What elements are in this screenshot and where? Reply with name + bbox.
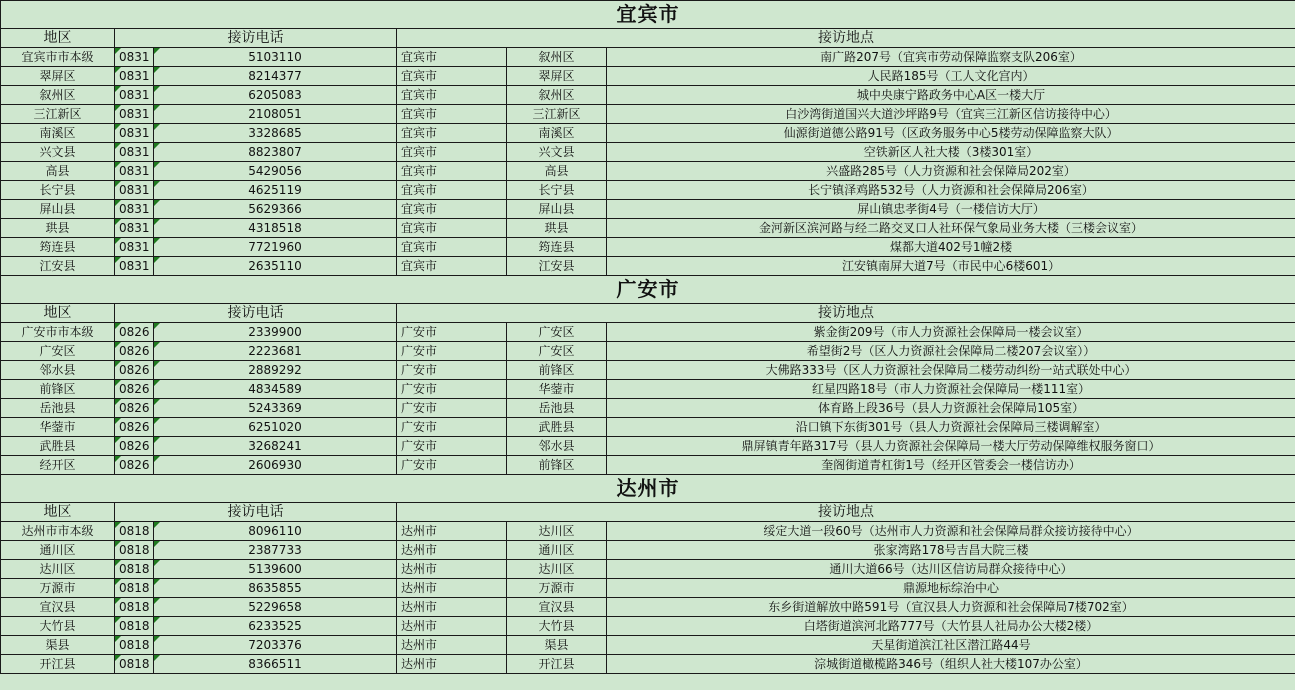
region-cell[interactable]: 大竹县 — [1, 617, 115, 636]
region-cell[interactable]: 筠连县 — [1, 238, 115, 257]
phone-cell[interactable]: 8366511 — [154, 655, 397, 674]
area-code-cell[interactable]: 0818 — [115, 522, 154, 541]
table-row — [1, 636, 1295, 655]
area-code-cell[interactable]: 0831 — [115, 200, 154, 219]
district-cell[interactable]: 武胜县 — [507, 418, 607, 437]
region-cell[interactable]: 珙县 — [1, 219, 115, 238]
region-cell[interactable]: 岳池县 — [1, 399, 115, 418]
district-cell[interactable]: 屏山县 — [507, 200, 607, 219]
address-cell[interactable]: 奎阁街道青杠街1号（经开区管委会一楼信访办） — [607, 456, 1295, 475]
address-cell[interactable]: 通川大道66号（达川区信访局群众接待中心） — [607, 560, 1295, 579]
city-cell[interactable]: 广安市 — [397, 437, 507, 456]
address-cell[interactable]: 体育路上段36号（县人力资源社会保障局105室） — [607, 399, 1295, 418]
table-row — [1, 399, 1295, 418]
area-code-cell[interactable]: 0826 — [115, 323, 154, 342]
district-cell[interactable]: 大竹县 — [507, 617, 607, 636]
area-code-cell[interactable]: 0831 — [115, 86, 154, 105]
district-cell[interactable]: 华蓥市 — [507, 380, 607, 399]
header-region[interactable]: 地区 — [1, 503, 115, 522]
phone-cell[interactable]: 4318518 — [154, 219, 397, 238]
address-cell[interactable]: 鼎屏镇青年路317号（县人力资源社会保障局一楼大厅劳动保障维权服务窗口） — [607, 437, 1295, 456]
table-row — [1, 181, 1295, 200]
phone-cell[interactable]: 5229658 — [154, 598, 397, 617]
district-cell[interactable]: 江安县 — [507, 257, 607, 276]
region-cell[interactable]: 邻水县 — [1, 361, 115, 380]
area-code-cell[interactable]: 0818 — [115, 636, 154, 655]
city-cell[interactable]: 广安市 — [397, 418, 507, 437]
address-cell[interactable]: 仙源街道德公路91号（区政务服务中心5楼劳动保障监察大队） — [607, 124, 1295, 143]
address-cell[interactable]: 白塔街道滨河北路777号（大竹县人社局办公大楼2楼） — [607, 617, 1295, 636]
region-cell[interactable]: 宜宾市市本级 — [1, 48, 115, 67]
address-cell[interactable]: 天星街道滨江社区潜江路44号 — [607, 636, 1295, 655]
region-cell[interactable]: 高县 — [1, 162, 115, 181]
city-cell[interactable]: 宜宾市 — [397, 143, 507, 162]
district-cell[interactable]: 前锋区 — [507, 456, 607, 475]
city-cell[interactable]: 达州市 — [397, 579, 507, 598]
district-cell[interactable]: 珙县 — [507, 219, 607, 238]
phone-cell[interactable]: 2889292 — [154, 361, 397, 380]
phone-cell[interactable]: 2606930 — [154, 456, 397, 475]
phone-cell[interactable]: 2223681 — [154, 342, 397, 361]
area-code-cell[interactable]: 0831 — [115, 143, 154, 162]
city-title-row — [1, 276, 1295, 304]
phone-cell[interactable]: 8214377 — [154, 67, 397, 86]
area-code-cell[interactable]: 0826 — [115, 342, 154, 361]
table-row — [1, 323, 1295, 342]
area-code-cell[interactable]: 0818 — [115, 560, 154, 579]
district-cell[interactable]: 渠县 — [507, 636, 607, 655]
address-cell[interactable]: 南广路207号（宜宾市劳动保障监察支队206室） — [607, 48, 1295, 67]
district-cell[interactable]: 邻水县 — [507, 437, 607, 456]
address-cell[interactable]: 煤都大道402号1幢2楼 — [607, 238, 1295, 257]
city-cell[interactable]: 达州市 — [397, 617, 507, 636]
address-cell[interactable]: 兴盛路285号（人力资源和社会保障局202室） — [607, 162, 1295, 181]
area-code-cell[interactable]: 0831 — [115, 181, 154, 200]
table-row — [1, 48, 1295, 67]
address-cell[interactable]: 鼎源地标综治中心 — [607, 579, 1295, 598]
region-cell[interactable]: 南溪区 — [1, 124, 115, 143]
area-code-cell[interactable]: 0826 — [115, 380, 154, 399]
address-cell[interactable]: 长宁镇泽鸡路532号（人力资源和社会保障局206室） — [607, 181, 1295, 200]
region-cell[interactable]: 宣汉县 — [1, 598, 115, 617]
phone-cell[interactable]: 2635110 — [154, 257, 397, 276]
region-cell[interactable]: 屏山县 — [1, 200, 115, 219]
city-title[interactable]: 广安市 — [1, 276, 1295, 304]
district-cell[interactable]: 宣汉县 — [507, 598, 607, 617]
district-cell[interactable]: 高县 — [507, 162, 607, 181]
district-cell[interactable]: 叙州区 — [507, 86, 607, 105]
region-cell[interactable]: 通川区 — [1, 541, 115, 560]
city-cell[interactable]: 达州市 — [397, 636, 507, 655]
city-cell[interactable]: 广安市 — [397, 361, 507, 380]
city-cell[interactable]: 宜宾市 — [397, 105, 507, 124]
address-cell[interactable]: 屏山镇忠孝街4号（一楼信访大厅） — [607, 200, 1295, 219]
area-code-cell[interactable]: 0831 — [115, 124, 154, 143]
area-code-cell[interactable]: 0831 — [115, 257, 154, 276]
city-cell[interactable]: 达州市 — [397, 541, 507, 560]
district-cell[interactable]: 筠连县 — [507, 238, 607, 257]
city-cell[interactable]: 宜宾市 — [397, 257, 507, 276]
area-code-cell[interactable]: 0831 — [115, 67, 154, 86]
phone-cell[interactable]: 8635855 — [154, 579, 397, 598]
district-cell[interactable]: 南溪区 — [507, 124, 607, 143]
phone-cell[interactable]: 7721960 — [154, 238, 397, 257]
district-cell[interactable]: 达川区 — [507, 522, 607, 541]
region-cell[interactable]: 广安市市本级 — [1, 323, 115, 342]
area-code-cell[interactable]: 0818 — [115, 579, 154, 598]
address-cell[interactable]: 东乡街道解放中路591号（宣汉县人力资源和社会保障局7楼702室） — [607, 598, 1295, 617]
phone-cell[interactable]: 7203376 — [154, 636, 397, 655]
phone-cell[interactable]: 8823807 — [154, 143, 397, 162]
city-cell[interactable]: 广安市 — [397, 342, 507, 361]
phone-cell[interactable]: 5103110 — [154, 48, 397, 67]
header-address[interactable]: 接访地点 — [397, 29, 1295, 48]
address-cell[interactable]: 人民路185号（工人文化宫内） — [607, 67, 1295, 86]
area-code-cell[interactable]: 0826 — [115, 418, 154, 437]
table-row — [1, 598, 1295, 617]
phone-cell[interactable]: 2387733 — [154, 541, 397, 560]
region-cell[interactable]: 长宁县 — [1, 181, 115, 200]
phone-cell[interactable]: 3268241 — [154, 437, 397, 456]
phone-cell[interactable]: 8096110 — [154, 522, 397, 541]
address-cell[interactable]: 江安镇南屏大道7号（市民中心6楼601） — [607, 257, 1295, 276]
city-cell[interactable]: 广安市 — [397, 456, 507, 475]
header-row — [1, 29, 1295, 48]
district-cell[interactable]: 通川区 — [507, 541, 607, 560]
region-cell[interactable]: 达川区 — [1, 560, 115, 579]
table-row — [1, 437, 1295, 456]
city-title-row — [1, 475, 1295, 503]
area-code-cell[interactable]: 0826 — [115, 399, 154, 418]
area-code-cell[interactable]: 0818 — [115, 541, 154, 560]
region-cell[interactable]: 江安县 — [1, 257, 115, 276]
region-cell[interactable]: 三江新区 — [1, 105, 115, 124]
area-code-cell[interactable]: 0831 — [115, 219, 154, 238]
city-cell[interactable]: 达州市 — [397, 522, 507, 541]
address-cell[interactable]: 绥定大道一段60号（达州市人力资源和社会保障局群众接访接待中心） — [607, 522, 1295, 541]
address-cell[interactable]: 城中央康宁路政务中心A区一楼大厅 — [607, 86, 1295, 105]
address-cell[interactable]: 淙城街道橄榄路346号（组织人社大楼107办公室） — [607, 655, 1295, 674]
address-cell[interactable]: 沿口镇下东街301号（县人力资源社会保障局三楼调解室） — [607, 418, 1295, 437]
header-phone[interactable]: 接访电话 — [115, 29, 397, 48]
district-cell[interactable]: 万源市 — [507, 579, 607, 598]
address-cell[interactable]: 空铁新区人社大楼（3楼301室） — [607, 143, 1295, 162]
city-cell[interactable]: 宜宾市 — [397, 48, 507, 67]
header-row — [1, 304, 1295, 323]
region-cell[interactable]: 广安区 — [1, 342, 115, 361]
table-row — [1, 67, 1295, 86]
table-row — [1, 162, 1295, 181]
table-row — [1, 522, 1295, 541]
table-row — [1, 560, 1295, 579]
table-row — [1, 456, 1295, 475]
region-cell[interactable]: 万源市 — [1, 579, 115, 598]
table-row — [1, 617, 1295, 636]
city-cell[interactable]: 宜宾市 — [397, 238, 507, 257]
city-cell[interactable]: 达州市 — [397, 598, 507, 617]
area-code-cell[interactable]: 0831 — [115, 48, 154, 67]
phone-cell[interactable]: 2339900 — [154, 323, 397, 342]
table-row — [1, 418, 1295, 437]
city-title-row — [1, 1, 1295, 29]
header-phone[interactable]: 接访电话 — [115, 304, 397, 323]
phone-cell[interactable]: 6233525 — [154, 617, 397, 636]
district-cell[interactable]: 广安区 — [507, 323, 607, 342]
district-cell[interactable]: 岳池县 — [507, 399, 607, 418]
address-cell[interactable]: 大佛路333号（区人力资源社会保障局二楼劳动纠纷一站式联处中心） — [607, 361, 1295, 380]
table-row — [1, 219, 1295, 238]
area-code-cell[interactable]: 0818 — [115, 617, 154, 636]
district-cell[interactable]: 叙州区 — [507, 48, 607, 67]
city-cell[interactable]: 广安市 — [397, 380, 507, 399]
city-cell[interactable]: 宜宾市 — [397, 67, 507, 86]
phone-cell[interactable]: 5139600 — [154, 560, 397, 579]
phone-cell[interactable]: 4625119 — [154, 181, 397, 200]
city-cell[interactable]: 达州市 — [397, 560, 507, 579]
phone-cell[interactable]: 6205083 — [154, 86, 397, 105]
city-cell[interactable]: 宜宾市 — [397, 200, 507, 219]
district-cell[interactable]: 达川区 — [507, 560, 607, 579]
region-cell[interactable]: 达州市市本级 — [1, 522, 115, 541]
area-code-cell[interactable]: 0831 — [115, 105, 154, 124]
region-cell[interactable]: 华蓥市 — [1, 418, 115, 437]
table-row — [1, 143, 1295, 162]
phone-cell[interactable]: 2108051 — [154, 105, 397, 124]
header-address[interactable]: 接访地点 — [397, 503, 1295, 522]
area-code-cell[interactable]: 0826 — [115, 361, 154, 380]
region-cell[interactable]: 渠县 — [1, 636, 115, 655]
district-cell[interactable]: 长宁县 — [507, 181, 607, 200]
header-phone[interactable]: 接访电话 — [115, 503, 397, 522]
address-cell[interactable]: 紫金街209号（市人力资源社会保障局一楼会议室） — [607, 323, 1295, 342]
district-cell[interactable]: 广安区 — [507, 342, 607, 361]
region-cell[interactable]: 开江县 — [1, 655, 115, 674]
city-cell[interactable]: 宜宾市 — [397, 124, 507, 143]
address-cell[interactable]: 白沙湾街道国兴大道沙坪路9号（宜宾三江新区信访接待中心） — [607, 105, 1295, 124]
address-cell[interactable]: 金河新区滨河路与经二路交叉口人社环保气象局业务大楼（三楼会议室） — [607, 219, 1295, 238]
city-title[interactable]: 宜宾市 — [1, 1, 1295, 29]
area-code-cell[interactable]: 0831 — [115, 162, 154, 181]
phone-cell[interactable]: 6251020 — [154, 418, 397, 437]
area-code-cell[interactable]: 0818 — [115, 598, 154, 617]
header-region[interactable]: 地区 — [1, 304, 115, 323]
phone-cell[interactable]: 3328685 — [154, 124, 397, 143]
region-cell[interactable]: 前锋区 — [1, 380, 115, 399]
city-title[interactable]: 达州市 — [1, 475, 1295, 503]
header-row — [1, 503, 1295, 522]
phone-cell[interactable]: 5429056 — [154, 162, 397, 181]
city-cell[interactable]: 宜宾市 — [397, 86, 507, 105]
city-cell[interactable]: 宜宾市 — [397, 181, 507, 200]
header-address[interactable]: 接访地点 — [397, 304, 1295, 323]
district-cell[interactable]: 翠屏区 — [507, 67, 607, 86]
area-code-cell[interactable]: 0831 — [115, 238, 154, 257]
table-row — [1, 257, 1295, 276]
phone-cell[interactable]: 5243369 — [154, 399, 397, 418]
city-cell[interactable]: 广安市 — [397, 323, 507, 342]
address-cell[interactable]: 希望街2号（区人力资源社会保障局二楼207会议室）） — [607, 342, 1295, 361]
region-cell[interactable]: 翠屏区 — [1, 67, 115, 86]
area-code-cell[interactable]: 0818 — [115, 655, 154, 674]
city-cell[interactable]: 宜宾市 — [397, 219, 507, 238]
district-cell[interactable]: 兴文县 — [507, 143, 607, 162]
header-region[interactable]: 地区 — [1, 29, 115, 48]
table-row — [1, 380, 1295, 399]
table-row — [1, 105, 1295, 124]
region-cell[interactable]: 兴文县 — [1, 143, 115, 162]
district-cell[interactable]: 前锋区 — [507, 361, 607, 380]
region-cell[interactable]: 叙州区 — [1, 86, 115, 105]
address-cell[interactable]: 张家湾路178号吉昌大院三楼 — [607, 541, 1295, 560]
phone-cell[interactable]: 5629366 — [154, 200, 397, 219]
region-cell[interactable]: 经开区 — [1, 456, 115, 475]
table-row — [1, 86, 1295, 105]
table-row — [1, 238, 1295, 257]
city-cell[interactable]: 广安市 — [397, 399, 507, 418]
table-row — [1, 124, 1295, 143]
city-cell[interactable]: 宜宾市 — [397, 162, 507, 181]
table-row — [1, 655, 1295, 674]
phone-cell[interactable]: 4834589 — [154, 380, 397, 399]
city-cell[interactable]: 达州市 — [397, 655, 507, 674]
table-row — [1, 200, 1295, 219]
table-row — [1, 361, 1295, 380]
address-cell[interactable]: 红星四路18号（市人力资源社会保障局一楼111室） — [607, 380, 1295, 399]
district-cell[interactable]: 三江新区 — [507, 105, 607, 124]
district-cell[interactable]: 开江县 — [507, 655, 607, 674]
table-row — [1, 342, 1295, 361]
area-code-cell[interactable]: 0826 — [115, 437, 154, 456]
region-cell[interactable]: 武胜县 — [1, 437, 115, 456]
table-row — [1, 541, 1295, 560]
table-row — [1, 579, 1295, 598]
area-code-cell[interactable]: 0826 — [115, 456, 154, 475]
